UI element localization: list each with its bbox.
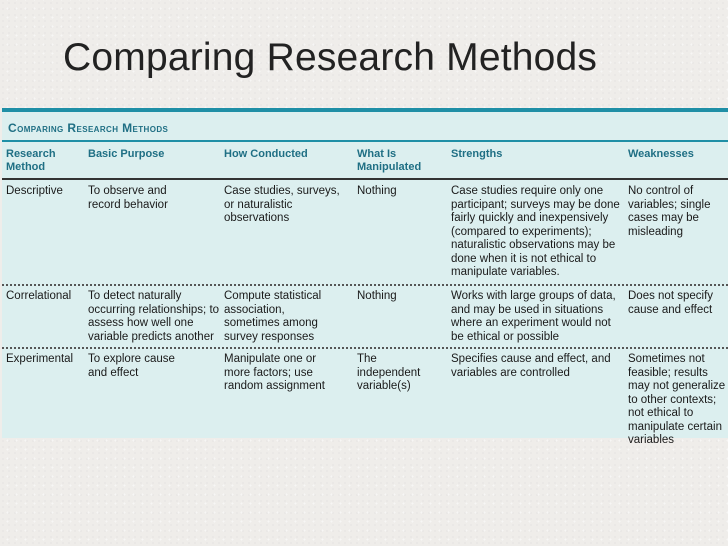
cell-correlational-method: Correlational <box>6 290 72 302</box>
research-methods-table <box>2 108 728 446</box>
cell-descriptive-purpose: To observe and record behavior <box>88 185 168 211</box>
cell-descriptive-method: Descriptive <box>6 185 63 197</box>
cell-correlational-weaknesses: Does not specify cause and effect <box>628 290 714 316</box>
cell-correlational-how: Compute statistical association, sometimes among survey responses <box>224 290 322 343</box>
cell-correlational-strengths: Works with large groups of data, and may be used in situations where an experiment would not be ethical or possible <box>451 290 616 343</box>
cell-experimental-manipulated: The independent variable(s) <box>357 353 421 392</box>
column-header-weaknesses: Weaknesses <box>628 148 694 160</box>
cell-experimental-how: Manipulate one or more factors; use random assignment <box>224 353 325 392</box>
cell-descriptive-how: Case studies, surveys, or naturalistic observations <box>224 185 340 224</box>
cell-descriptive-weaknesses: No control of variables; single cases may be misleading <box>628 185 711 238</box>
slide-title: Comparing Research Methods <box>63 36 598 79</box>
row-divider <box>2 284 728 286</box>
cell-experimental-strengths: Specifies cause and effect, and variables are controlled <box>451 353 611 379</box>
header-rule <box>2 178 728 180</box>
column-header-basic-purpose: Basic Purpose <box>88 148 165 160</box>
column-header-strengths: Strengths <box>451 148 503 160</box>
cell-correlational-manipulated: Nothing <box>357 290 397 302</box>
row-divider <box>2 347 728 349</box>
column-header-research-method: Research Method <box>6 148 56 173</box>
cell-correlational-purpose: To detect naturally occurring relationships; to assess how well one variable predicts another <box>88 290 220 343</box>
table-caption: Comparing Research Methods <box>8 121 169 135</box>
cell-descriptive-manipulated: Nothing <box>357 185 397 197</box>
column-header-what-is-manipulated: What Is Manipulated <box>357 148 422 173</box>
cell-experimental-weaknesses: Sometimes not feasible; results may not generalize to other contexts; not ethical to manipulate certain variables <box>628 353 726 446</box>
cell-experimental-purpose: To explore cause and effect <box>88 353 175 379</box>
cell-experimental-method: Experimental <box>6 353 74 365</box>
cell-descriptive-strengths: Case studies require only one participant; surveys may be done fairly quickly and inexpensively (compared to experiments); naturalistic observations may be done when it is not ethical to manipulate variables. <box>451 185 620 278</box>
caption-rule <box>2 140 728 142</box>
column-header-how-conducted: How Conducted <box>224 148 308 160</box>
